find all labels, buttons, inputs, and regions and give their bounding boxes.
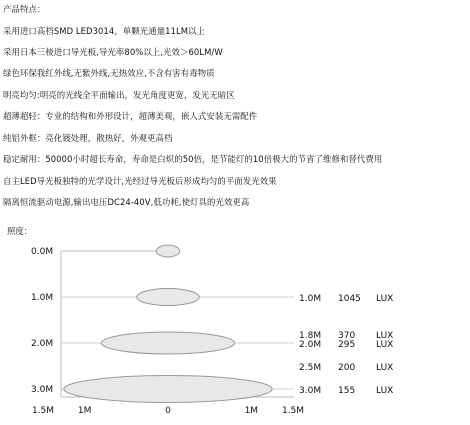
table-lux-value: 200 <box>338 363 356 373</box>
table-unit: LUX <box>376 386 394 396</box>
distance-label: 2.0M <box>31 339 54 349</box>
table-lux-value: 295 <box>338 340 356 350</box>
beam-ellipse <box>64 376 272 403</box>
feature-line-9: 隔离恒流驱动电源,输出电压DC24-40V,低功耗,使灯具的光效更高 <box>3 197 250 207</box>
feature-line-7: 稳定耐用：50000小时超长寿命，寿命是白炽的50倍，是节能灯的10倍极大的节省了维修和替代费用 <box>3 154 383 164</box>
table-lux-value: 370 <box>338 330 356 341</box>
table-distance: 2.0M <box>299 340 322 350</box>
feature-line-1: 采用进口高档SMD LED3014，单颗光通量11LM以上 <box>3 26 206 36</box>
table-lux-value: 155 <box>338 386 356 396</box>
table-distance: 1.0M <box>299 294 322 304</box>
beam-ellipse <box>137 289 200 306</box>
x-tick-label: 1.5M <box>31 406 55 416</box>
feature-line-5: 超薄超轻：专业的结构和外形设计，超薄美观，嵌人式安装无需配件 <box>3 111 258 121</box>
beam-ellipse <box>156 245 179 257</box>
beam-ellipse <box>101 332 234 354</box>
distance-label: 0.0M <box>31 247 54 257</box>
feature-line-8: 自主LED导光板独特的光学设计,光经过导光板后形成均匀的平面发光效果 <box>3 176 277 186</box>
x-tick-label: 1.5M <box>281 406 305 416</box>
distance-label: 1.0M <box>31 293 54 303</box>
table-unit: LUX <box>376 330 394 341</box>
table-distance: 1.8M <box>299 330 322 341</box>
feature-line-6: 纯铝外框：亮化镀处理，散热好，外观更高档 <box>3 133 173 143</box>
distance-label: 3.0M <box>31 385 54 395</box>
feature-line-3: 绿色环保我红外线,无紫外线,无热效应,不含有害有毒物质 <box>3 68 215 78</box>
x-tick-label: 0 <box>165 406 171 416</box>
features-title: 产品特点： <box>3 4 46 14</box>
table-unit: LUX <box>376 363 394 373</box>
feature-line-4: 明亮均匀:明亮的光线全平面输出，发光角度更宽，发光无暗区 <box>3 90 235 100</box>
table-lux-value: 1045 <box>338 294 361 304</box>
x-tick-label: 1M <box>77 406 92 416</box>
table-distance: 3.0M <box>299 386 322 396</box>
table-unit: LUX <box>376 340 394 350</box>
illuminance-label: 照度： <box>7 226 33 236</box>
x-tick-label: 1M <box>244 406 259 416</box>
table-unit: LUX <box>376 294 394 304</box>
table-distance: 2.5M <box>299 363 322 373</box>
feature-line-2: 采用日本三棱进口导光板,导光率80%以上,光效＞60LM/W <box>3 47 223 57</box>
